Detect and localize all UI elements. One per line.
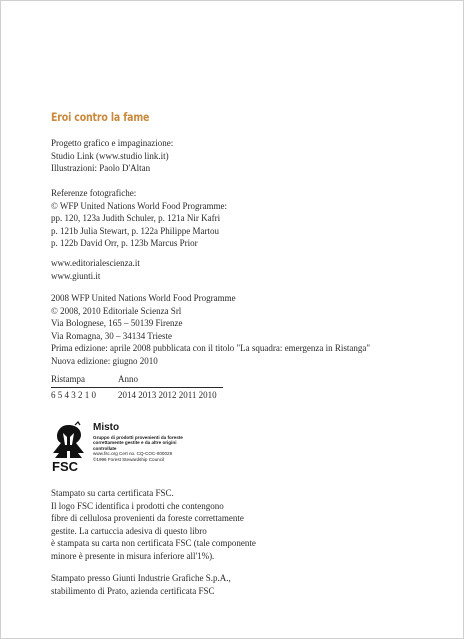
fsc-note-line: Stampato su carta certificata FSC.	[51, 488, 174, 498]
copyright-block	[51, 292, 370, 368]
fsc-note-line: è stampata su carta non certificata FSC (tale componente	[51, 538, 256, 549]
photo-credits-line: © WFP United Nations World Food Programme:	[51, 200, 227, 211]
copyright-line: 2008 WFP United Nations World Food Programme	[51, 293, 236, 303]
photo-credits-line: pp. 120, 123a Judith Schuler, p. 121a Nir Kafri	[51, 213, 221, 224]
photo-credits-line: Referenze fotografiche:	[51, 188, 137, 198]
copyright-line: Via Romagna, 30 – 34134 Trieste	[51, 330, 172, 341]
printer-line: stabilimento di Prato, azienda certificata FSC	[51, 585, 215, 596]
fsc-text-line: controllate	[93, 445, 117, 451]
reprint-numbers: 6 5 4 3 2 1 0	[51, 390, 96, 400]
credits-line: Studio Link (www.studio link.it)	[51, 150, 169, 161]
website-link[interactable]: www.giunti.it	[51, 270, 101, 281]
fsc-tree-icon	[49, 421, 89, 473]
fsc-text-line: www.fsc.org Cert no. CQ-COC-000029	[93, 451, 173, 457]
copyright-line: © 2008, 2010 Editoriale Scienza Srl	[51, 305, 182, 316]
fsc-text-line: correttamente gestite e da altre origini	[93, 440, 177, 446]
fsc-misto: Misto	[93, 422, 120, 433]
fsc-note-line: minore è presente in misura inferiore all'1%).	[51, 550, 215, 561]
photo-credits	[51, 187, 227, 250]
anno-label: Anno	[118, 374, 138, 384]
design-credits	[51, 137, 173, 175]
copyright-line: Prima edizione: aprile 2008 pubblicata con il titolo "La squadra: emergenza in Ristanga"	[51, 343, 371, 354]
fsc-note	[51, 487, 256, 563]
printer-info	[51, 572, 231, 597]
websites	[51, 257, 140, 282]
reprint-rule	[51, 387, 223, 388]
fsc-text-line: Gruppo di prodotti provenienti da foreste	[93, 435, 183, 440]
credits-line: Illustrazioni: Paolo D'Altan	[51, 163, 151, 174]
fsc-note-line: gestite. La cartuccia adesiva di questo libro	[51, 525, 207, 536]
reprint-years: 2014 2013 2012 2011 2010	[118, 390, 217, 400]
photo-credits-line: p. 122b David Orr, p. 123b Marcus Prior	[51, 238, 198, 249]
credits-line: Progetto grafico e impaginazione:	[51, 138, 174, 148]
book-title: Eroi contro la fame	[51, 110, 150, 124]
reprint-table	[51, 373, 223, 401]
fsc-label	[49, 421, 269, 481]
copyright-line: Nuova edizione: giugno 2010	[51, 355, 158, 366]
fsc-note-line: Il logo FSC identifica i prodotti che contengono	[51, 500, 224, 511]
fsc-note-line: fibre di cellulosa provenienti da foreste correttamente	[51, 513, 244, 524]
photo-credits-line: p. 121b Julia Stewart, p. 122a Philippe Martou	[51, 225, 219, 236]
ristampa-label: Ristampa	[51, 374, 85, 384]
copyright-line: Via Bolognese, 165 – 50139 Firenze	[51, 318, 183, 329]
website-link[interactable]: www.editorialescienza.it	[51, 258, 140, 268]
fsc-logo-text: FSC	[52, 459, 78, 473]
printer-line: Stampato presso Giunti Industrie Grafiche S.p.A.,	[51, 573, 231, 583]
fsc-text-line: ©1996 Forest Stewardship Council	[93, 456, 165, 462]
